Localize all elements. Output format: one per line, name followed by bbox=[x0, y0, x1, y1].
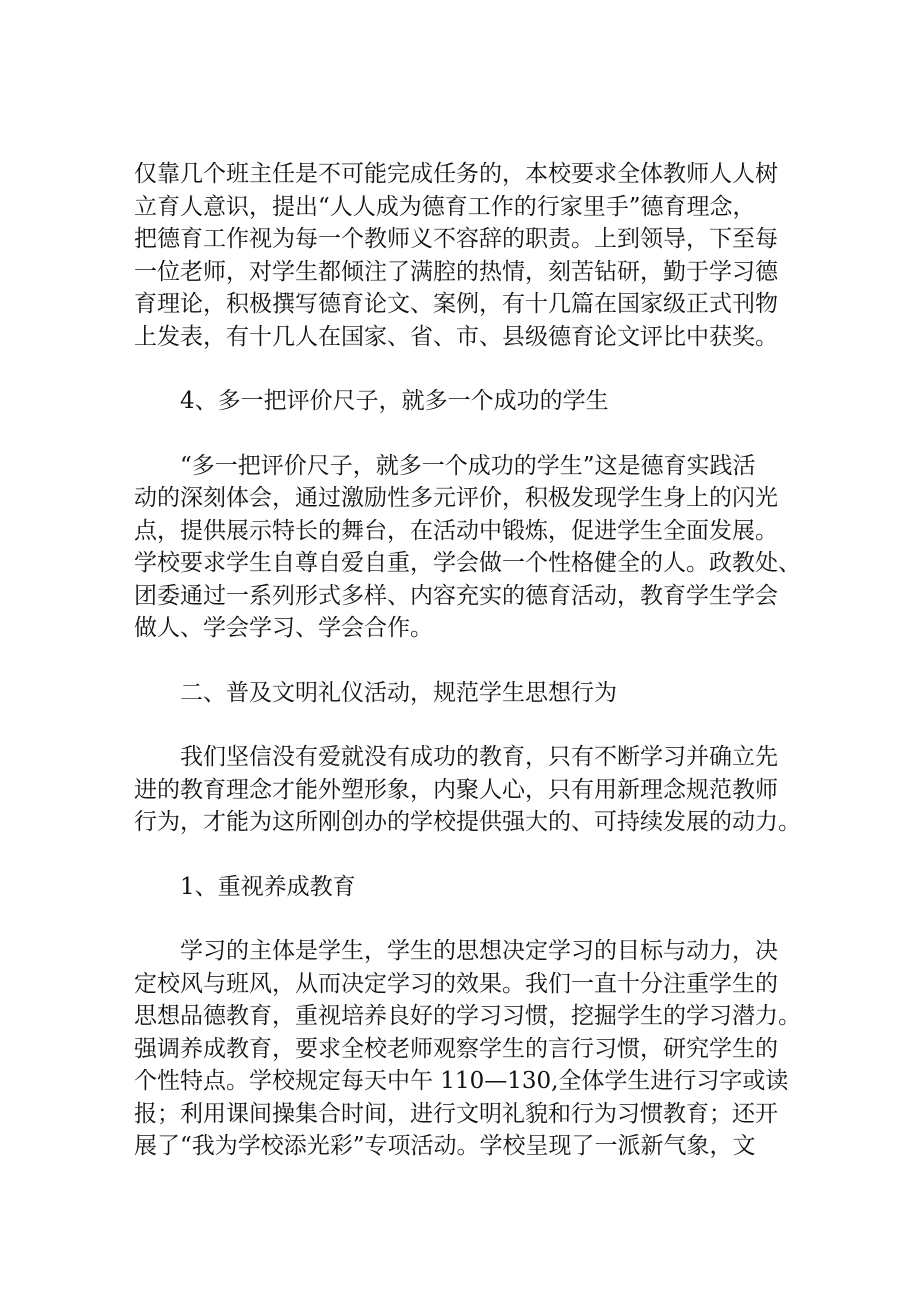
text-line: 做人、学会学习、学会合作。 bbox=[134, 615, 433, 641]
text-line: 进的教育理念才能外塑形象，内聚人心，只有用新理念规范教师 bbox=[134, 776, 778, 803]
text-line: 个性特点。学校规定每天中午 110—130,全体学生进行习字或读 bbox=[134, 1068, 789, 1094]
text-line: 学习的主体是学生，学生的思想决定学习的目标与动力，决 bbox=[180, 938, 778, 964]
section-heading-etiquette bbox=[134, 677, 794, 710]
text-line: “多一把评价尺子，就多一个成功的学生”这是德育实践活 bbox=[180, 452, 756, 479]
paragraph-spacer bbox=[134, 839, 794, 871]
paragraph-evaluation bbox=[134, 450, 801, 645]
text-line: 行为，才能为这所刚创办的学校提供强大的、可持续发展的动力。 bbox=[134, 809, 801, 835]
document-body bbox=[134, 158, 801, 1163]
heading-text: 4、多一把评价尺子，就多一个成功的学生 bbox=[180, 388, 609, 414]
paragraph-habit-education bbox=[134, 935, 801, 1163]
text-line: 团委通过一系列形式多样、内容充实的德育活动，教育学生学会 bbox=[134, 582, 778, 609]
text-line: 我们坚信没有爱就没有成功的教育，只有不断学习并确立先 bbox=[180, 744, 778, 770]
text-line: 动的深刻体会，通过激励性多元评价，积极发现学生身上的闪光 bbox=[134, 485, 778, 511]
text-line: 上发表，有十几人在国家、省、市、县级德育论文评比中获奖。 bbox=[134, 323, 778, 350]
heading-text: 二、普及文明礼仪活动，规范学生思想行为 bbox=[180, 679, 617, 706]
text-line: 学校要求学生自尊自爱自重，学会做一个性格健全的人。政教处、 bbox=[134, 550, 801, 576]
text-line: 立育人意识，提出“人人成为德育工作的行家里手”德育理念， bbox=[134, 193, 756, 220]
text-line: 育理论，积极撰写德育论文、案例，有十几篇在国家级正式刊物 bbox=[134, 291, 778, 317]
paragraph-education-belief bbox=[134, 741, 801, 839]
text-line: 仅靠几个班主任是不可能完成任务的，本校要求全体教师人人树 bbox=[134, 161, 778, 187]
section-heading-habit-education bbox=[134, 871, 794, 904]
text-line: 强调养成教育，要求全校老师观察学生的言行习惯，研究学生的 bbox=[134, 1035, 778, 1062]
text-line: 思想品德教育，重视培养良好的学习习惯，挖掘学生的学习潜力。 bbox=[134, 1003, 801, 1029]
paragraph-spacer bbox=[134, 418, 794, 450]
text-line: 展了“我为学校添光彩”专项活动。学校呈现了一派新气象，文 bbox=[134, 1133, 756, 1159]
paragraph-teachers-moral-education bbox=[134, 158, 794, 353]
text-line: 定校风与班风，从而决定学习的效果。我们一直十分注重学生的 bbox=[134, 970, 778, 997]
text-line: 报；利用课间操集合时间，进行文明礼貌和行为习惯教育；还开 bbox=[134, 1100, 778, 1127]
paragraph-spacer bbox=[134, 903, 794, 935]
text-line: 一位老师，对学生都倾注了满腔的热情，刻苦钻研，勤于学习德 bbox=[134, 258, 778, 285]
section-heading-evaluation bbox=[134, 385, 794, 418]
text-line: 点，提供展示特长的舞台，在活动中锻炼，促进学生全面发展。 bbox=[134, 517, 778, 544]
paragraph-spacer bbox=[134, 353, 794, 385]
heading-text: 1、重视养成教育 bbox=[180, 873, 356, 900]
paragraph-spacer bbox=[134, 709, 794, 741]
text-line: 把德育工作视为每一个教师义不容辞的职责。上到领导，下至每 bbox=[134, 226, 778, 252]
paragraph-spacer bbox=[134, 645, 794, 677]
